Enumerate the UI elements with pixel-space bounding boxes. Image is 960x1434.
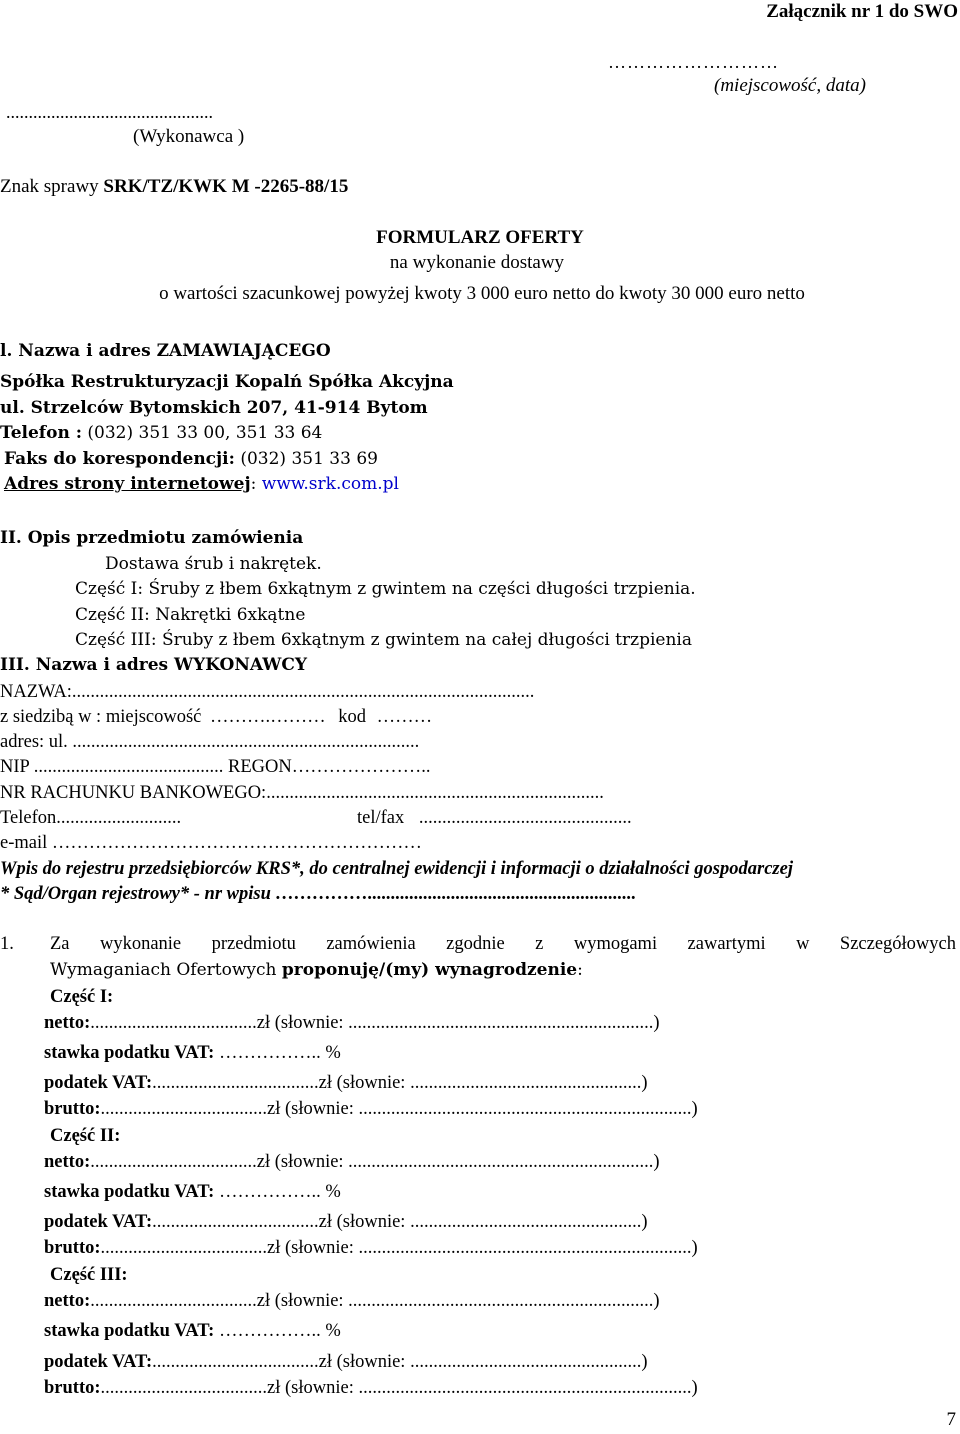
vat-rate-label: stawka podatku VAT: (44, 1321, 215, 1341)
brutto-label: brutto: (44, 1099, 101, 1119)
part-3-vat-rate[interactable] (44, 1319, 341, 1343)
case-prefix: Znak sprawy (0, 176, 104, 197)
contractor-nip-regon-field[interactable]: NIP ......................................... REGON………………….. (0, 757, 431, 777)
section-3-heading: III. Nazwa i adres WYKONAWCY (0, 655, 308, 675)
buyer-website-sep: : (250, 474, 262, 494)
buyer-fax-label: Faks do korespondencji: (4, 449, 235, 469)
vat-rate-dots: …………….. % (214, 1321, 341, 1341)
case-number-line (0, 175, 348, 199)
fax-label: tel/fax (357, 808, 405, 828)
vat-amount-label: podatek VAT: (44, 1352, 153, 1372)
subject-line-2: Część I: Śruby z łbem 6xkątnym z gwintem na części długości trzpienia. (75, 579, 696, 599)
part-1-brutto[interactable] (44, 1097, 698, 1121)
buyer-website-link[interactable]: www.srk.com.pl (261, 474, 399, 494)
subject-line-1: Dostawa śrub i nakrętek. (105, 554, 322, 574)
krs-dots: …………….......................................................... (275, 884, 637, 904)
vat-rate-dots: …………….. % (214, 1043, 341, 1063)
part-2-vat-rate[interactable] (44, 1180, 341, 1204)
vat-amount-label: podatek VAT: (44, 1073, 153, 1093)
brutto-dots: ....................................zł (słownie: ........................................................................) (100, 1238, 698, 1258)
fax-dots: .............................................. (418, 808, 632, 828)
part-2-vat-amount[interactable] (44, 1210, 648, 1234)
part-2-label: Część II: (50, 1126, 121, 1146)
krs-line-2[interactable] (0, 882, 636, 906)
part-3-brutto[interactable] (44, 1376, 698, 1400)
buyer-company: Spółka Restrukturyzacji Kopalń Spółka Akcyjna (0, 372, 454, 392)
section-1-heading-text: l. Nazwa i adres ZAMAWIAJĄCEGO (0, 341, 331, 361)
subject-line-3: Część II: Nakrętki 6xkątne (75, 605, 306, 625)
contractor-email-field[interactable]: e-mail …………………………………………………… (0, 833, 422, 853)
buyer-phone-value: (032) 351 33 00, 351 33 64 (82, 423, 323, 443)
netto-label: netto: (44, 1013, 91, 1033)
contractor-seat-field[interactable] (0, 705, 432, 729)
place-date-dots: ……………………… (608, 52, 779, 72)
part-2-netto[interactable] (44, 1150, 660, 1174)
vat-rate-label: stawka podatku VAT: (44, 1182, 215, 1202)
form-subtitle-2: o wartości szacunkowej powyżej kwoty 3 000 euro netto do kwoty 30 000 euro netto (159, 283, 805, 304)
brutto-dots: ....................................zł (słownie: ........................................................................) (100, 1099, 698, 1119)
buyer-website-label: Adres strony internetowej (4, 474, 251, 494)
vat-amount-label: podatek VAT: (44, 1212, 153, 1232)
contractor-fax-field[interactable] (357, 806, 632, 830)
offer-text-2b: proponuję/(my) wynagrodzenie (281, 960, 578, 980)
postal-code-label: kod (338, 707, 367, 727)
buyer-fax (4, 447, 378, 471)
part-1-vat-rate[interactable] (44, 1041, 341, 1065)
part-2-brutto[interactable] (44, 1236, 698, 1260)
offer-text-line-2 (50, 958, 583, 982)
buyer-phone-label: Telefon : (0, 423, 82, 443)
part-1-label: Część I: (50, 987, 114, 1007)
attachment-label: Załącznik nr 1 do SWO (766, 1, 958, 22)
part-3-label: Część III: (50, 1265, 128, 1285)
contractor-address-field[interactable]: adres: ul. ........................................................................... (0, 732, 420, 752)
netto-dots: ....................................zł (słownie: ..................................................................) (90, 1013, 660, 1033)
postal-code-dots: ……… (376, 707, 433, 727)
vat-rate-dots: …………….. % (214, 1182, 341, 1202)
offer-text-2a: Wymaganiach Ofertowych (50, 960, 282, 980)
netto-dots: ....................................zł (słownie: ..................................................................) (90, 1291, 660, 1311)
case-number: SRK/TZ/KWK M -2265-88/15 (103, 176, 349, 197)
buyer-address: ul. Strzelców Bytomskich 207, 41-914 Bytom (0, 398, 428, 418)
part-1-vat-amount[interactable] (44, 1071, 648, 1095)
seat-dots: ……….……… (210, 707, 326, 727)
part-3-netto[interactable] (44, 1289, 660, 1313)
offer-text-line-1: Za wykonanie przedmiotu zamówienia zgodnie z wymogami zawartymi w Szczegółowych (50, 934, 956, 954)
krs-line-1: Wpis do rejestru przedsiębiorców KRS*, do centralnej ewidencji i informacji o działalności gospodarczej (0, 859, 793, 879)
netto-dots: ....................................zł (słownie: ..................................................................) (90, 1152, 660, 1172)
subject-line-4: Część III: Śruby z łbem 6xkątnym z gwintem na całej długości trzpienia (75, 630, 692, 650)
brutto-label: brutto: (44, 1378, 101, 1398)
contractor-phone-field[interactable]: Telefon........................... (0, 808, 182, 828)
vat-amount-dots: ....................................zł (słownie: ..................................................) (152, 1073, 648, 1093)
brutto-label: brutto: (44, 1238, 101, 1258)
offer-number: 1. (0, 934, 14, 954)
vat-amount-dots: ....................................zł (słownie: ..................................................) (152, 1212, 648, 1232)
brutto-dots: ....................................zł (słownie: ........................................................................) (100, 1378, 698, 1398)
form-subtitle-1: na wykonanie dostawy (389, 252, 565, 273)
place-date-label: (miejscowość, data) (714, 75, 866, 96)
seat-label: z siedzibą w : miejscowość (0, 707, 202, 727)
part-3-vat-amount[interactable] (44, 1350, 648, 1374)
offer-text-2c: : (577, 960, 583, 980)
netto-label: netto: (44, 1291, 91, 1311)
contractor-label: (Wykonawca ) (133, 126, 245, 147)
buyer-phone (0, 421, 322, 445)
vat-amount-dots: ....................................zł (słownie: ..................................................) (152, 1352, 648, 1372)
krs-label: * Sąd/Organ rejestrowy* - nr wpisu (0, 884, 276, 904)
netto-label: netto: (44, 1152, 91, 1172)
vat-rate-label: stawka podatku VAT: (44, 1043, 215, 1063)
section-1-heading (0, 339, 331, 363)
buyer-website (4, 472, 399, 496)
part-1-netto[interactable] (44, 1011, 660, 1035)
contractor-name-field[interactable]: NAZWA:.................................................................................................... (0, 682, 535, 702)
contractor-bank-account-field[interactable]: NR RACHUNKU BANKOWEGO:......................................................................... (0, 783, 604, 803)
contractor-dots: .............................................. (6, 102, 213, 122)
buyer-fax-value: (032) 351 33 69 (234, 449, 378, 469)
form-title: FORMULARZ OFERTY (376, 227, 584, 248)
page-number: 7 (946, 1409, 956, 1430)
section-2-heading: II. Opis przedmiotu zamówienia (0, 528, 304, 548)
